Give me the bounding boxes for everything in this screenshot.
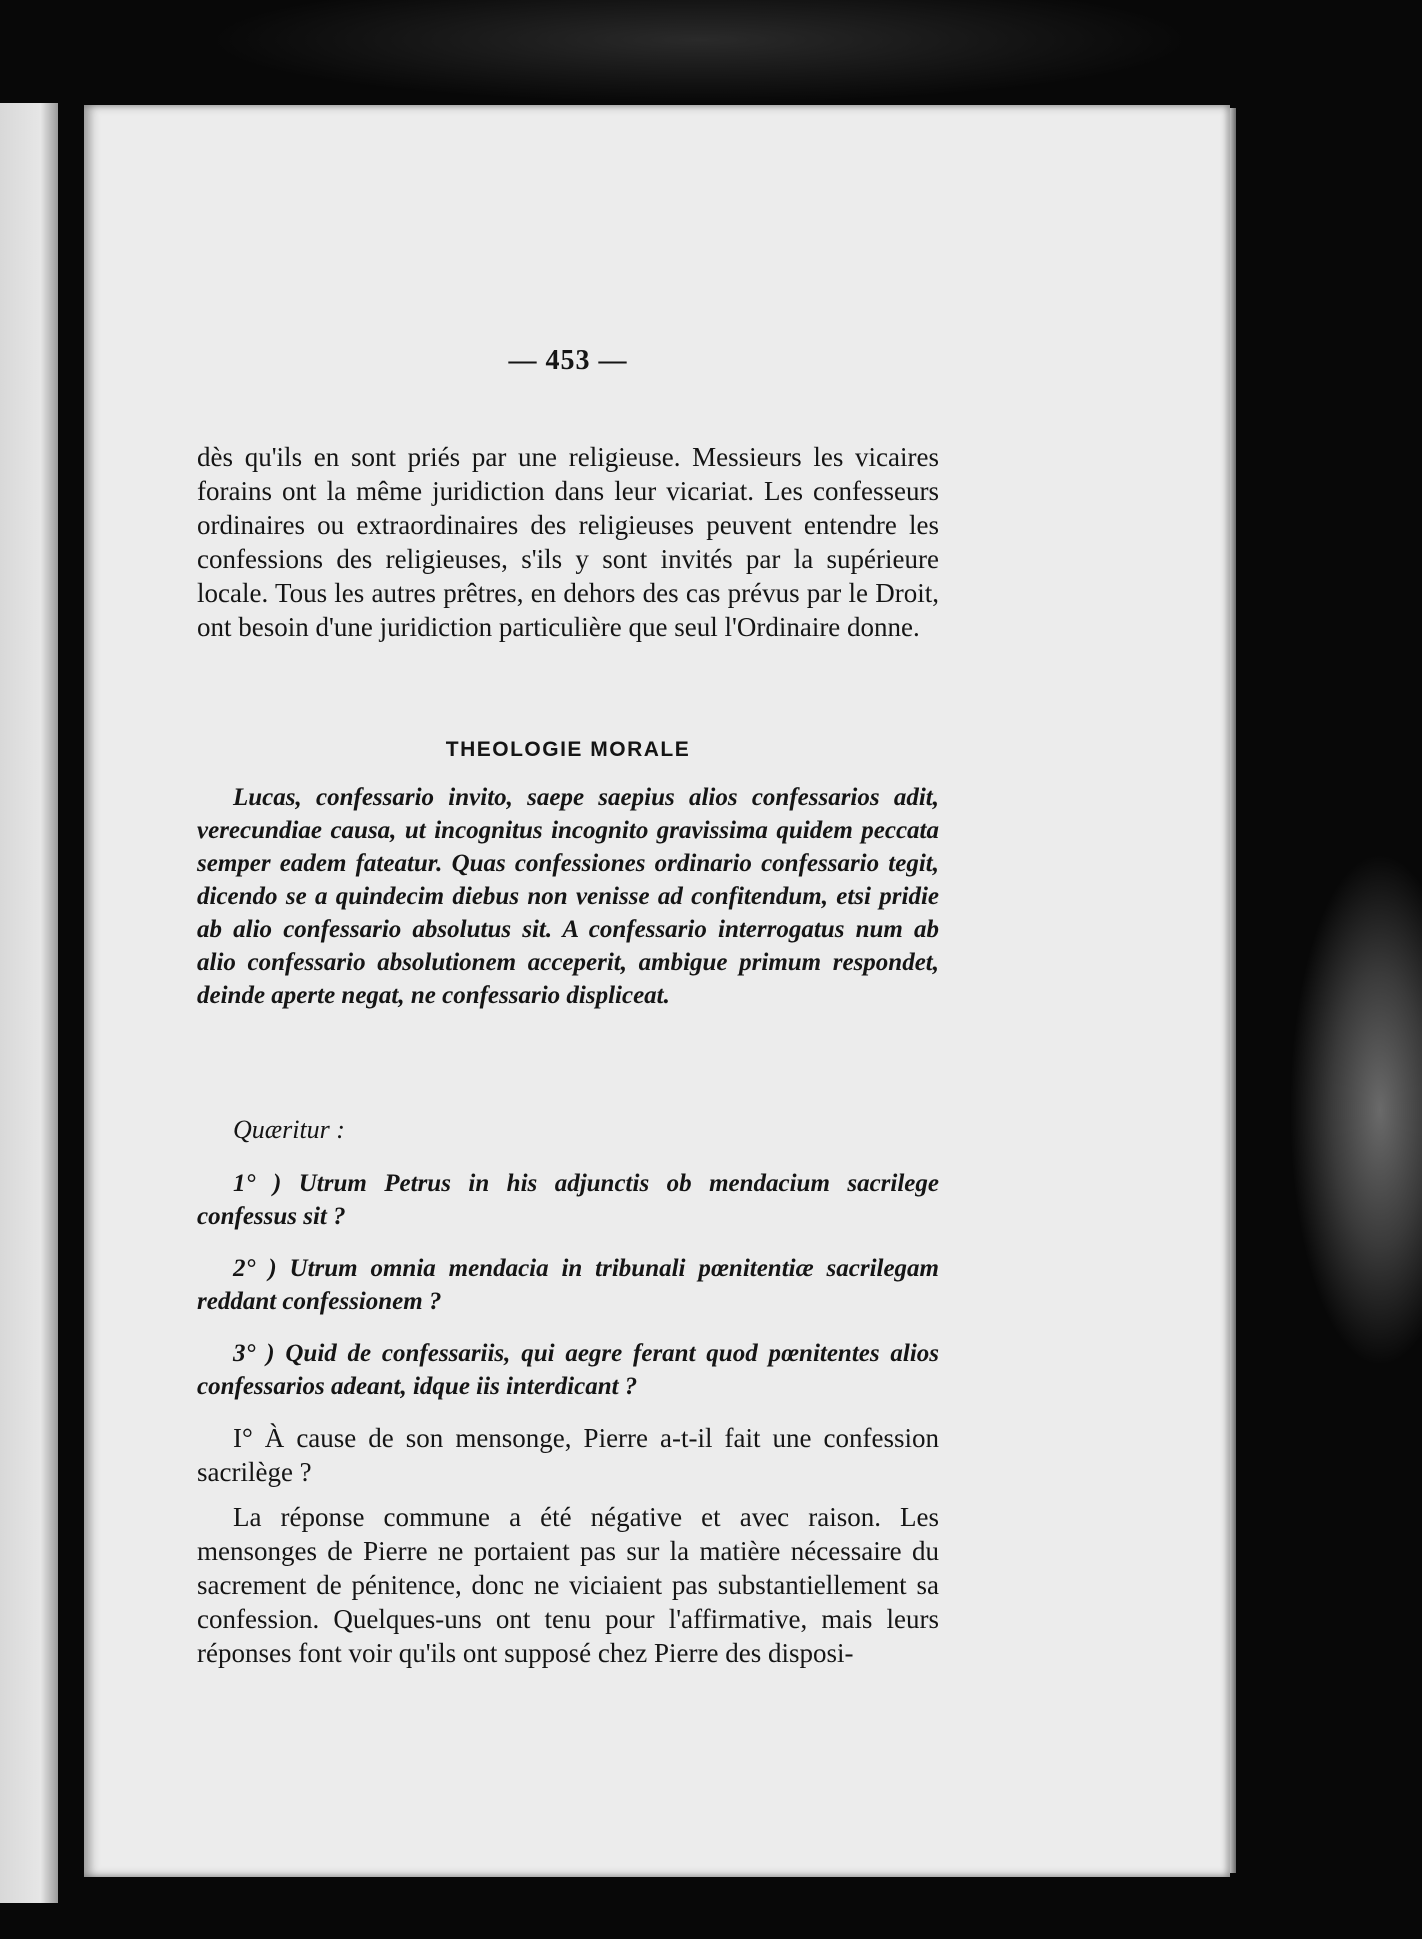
answer-1-heading: I° À cause de son mensonge, Pierre a-t-il fait une confession sacrilège ? (197, 1423, 939, 1487)
facing-page-edge (0, 103, 58, 1903)
quaeritur-label: Quæritur : (233, 1115, 345, 1144)
question-2: 2° ) Utrum omnia mendacia in tribunali pœnitentiæ sacrilegam reddant confessionem ? (197, 1255, 939, 1315)
case-latin: Lucas, confessario invito, saepe saepius alios confessarios adit, verecundiae causa, ut incognitus incognito gravissima quidem peccata semper eadem fateatur. Quas confessiones ordinario confessario tegit, dicendo se a quindecim diebus non venisse ad confitendum, etsi pridie ab alio confessario absolutus sit. A confessario interrogatus num ab alio confessario absolutionem acceperit, ambigue primum respondet, deinde aperte negat, ne confessario displiceat. (197, 784, 939, 1009)
page-number: — 453 — (508, 345, 628, 376)
section-heading: THEOLOGIE MORALE (445, 738, 691, 761)
paragraph-jurisdiction: dès qu'ils en sont priés par une religieuse. Messieurs les vicaires forains ont la même juridiction dans leur vicariat. Les confesseurs ordinaires ou extraordinaires des religieuses peuvent entendre les confessions des religieuses, s'ils y sont invités par la supérieure locale. Tous les autres prêtres, en dehors des cas prévus par le Droit, ont besoin d'une juridiction particulière que seul l'Ordinaire donne. (197, 442, 939, 642)
question-3: 3° ) Quid de confessariis, qui aegre ferant quod pœnitentes alios confessarios adeant, idque iis interdicant ? (197, 1340, 939, 1400)
page-right-edge (1230, 108, 1236, 1873)
question-1: 1° ) Utrum Petrus in his adjunctis ob mendacium sacrilege confessus sit ? (197, 1170, 939, 1230)
answer-paragraph: La réponse commune a été négative et avec raison. Les mensonges de Pierre ne portaient pas sur la matière nécessaire du sacrement de pénitence, donc ne viciaient pas substantiellement sa confession. Quelques-uns ont tenu pour l'affirmative, mais leurs réponses font voir qu'ils ont supposé chez Pierre des disposi- (197, 1502, 939, 1668)
